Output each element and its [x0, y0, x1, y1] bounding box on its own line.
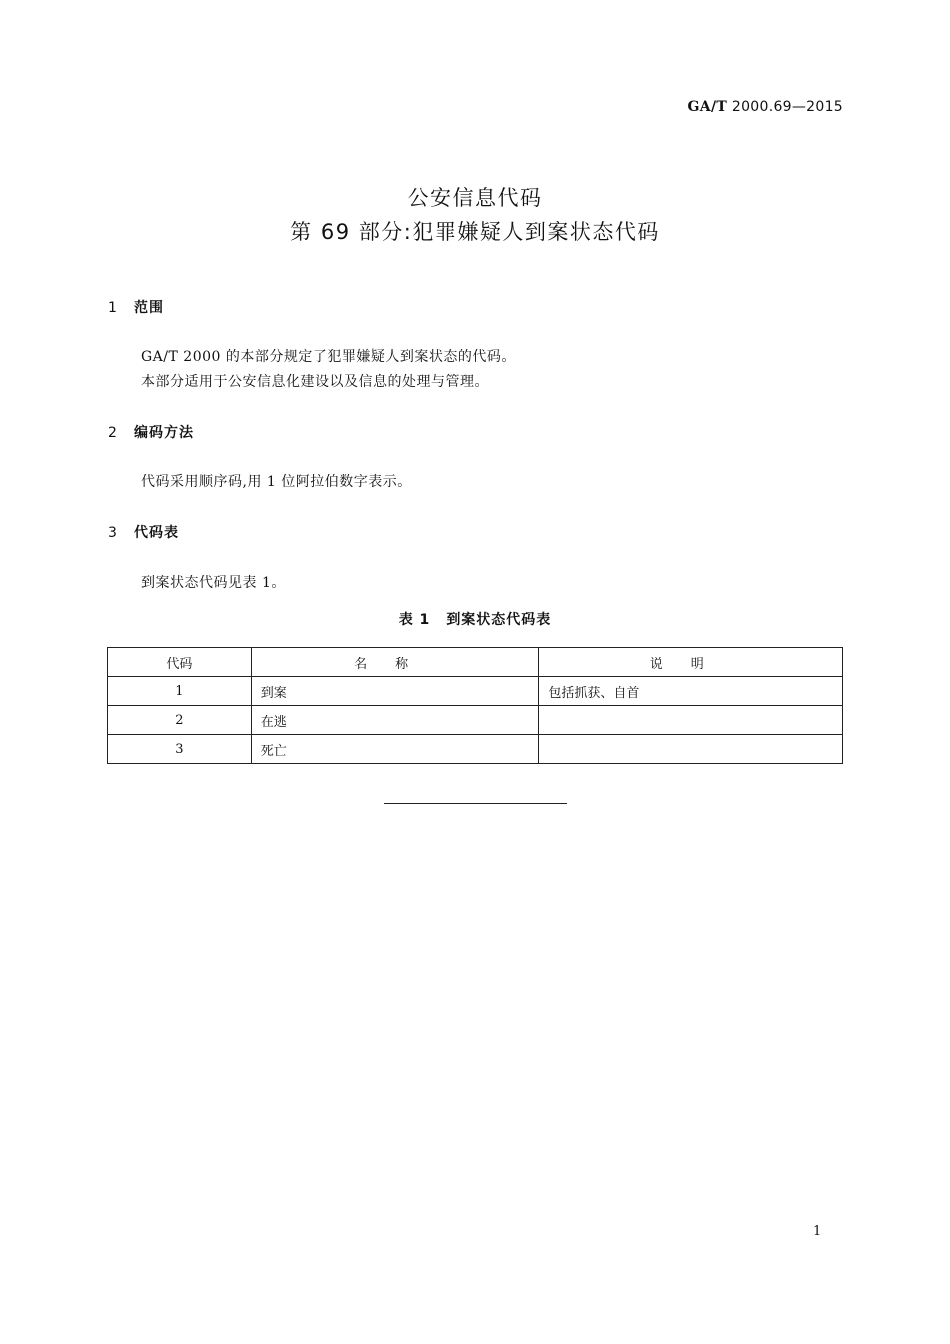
table-row	[108, 735, 843, 764]
section-title: 代码表	[134, 525, 179, 541]
code-table	[107, 647, 843, 764]
table-caption-number: 表 1	[398, 612, 431, 628]
coding-method-paragraph: 代码采用顺序码,用 1 位阿拉伯数字表示。	[141, 474, 412, 490]
section-heading-code-table	[108, 522, 179, 542]
end-rule	[384, 803, 567, 804]
code-table-paragraph: 到案状态代码见表 1。	[141, 575, 286, 591]
section-number: 1	[108, 300, 118, 316]
standard-number: 2000.69—2015	[731, 99, 843, 115]
cell-description: 包括抓获、自首	[539, 677, 843, 706]
header-code: 代码	[108, 648, 252, 677]
header-description: 说明	[539, 648, 843, 677]
cell-code: 2	[108, 706, 252, 735]
section-heading-scope	[108, 297, 164, 317]
cell-name: 死亡	[251, 735, 539, 764]
section-title: 编码方法	[134, 425, 194, 441]
section-number: 2	[108, 425, 118, 441]
cell-name: 到案	[251, 677, 539, 706]
cell-description	[539, 735, 843, 764]
cell-code: 1	[108, 677, 252, 706]
section-title: 范围	[134, 300, 164, 316]
table-row	[108, 677, 843, 706]
scope-paragraph-1: GA/T 2000 的本部分规定了犯罪嫌疑人到案状态的代码。	[141, 349, 516, 365]
document-title: 公安信息代码	[407, 186, 543, 210]
section-heading-coding-method	[108, 422, 194, 442]
cell-description	[539, 706, 843, 735]
table-row	[108, 706, 843, 735]
header-name: 名称	[251, 648, 539, 677]
scope-paragraph-2: 本部分适用于公安信息化建设以及信息的处理与管理。	[141, 374, 489, 390]
table-caption	[0, 609, 950, 629]
standard-code	[688, 99, 843, 115]
cell-name: 在逃	[251, 706, 539, 735]
standard-prefix: GA/T	[687, 99, 728, 115]
document-subtitle: 第 69 部分:犯罪嫌疑人到案状态代码	[290, 220, 660, 244]
cell-code: 3	[108, 735, 252, 764]
table-header-row	[108, 648, 843, 677]
table-caption-title: 到案状态代码表	[446, 612, 552, 628]
page-number: 1	[813, 1224, 822, 1239]
section-number: 3	[108, 525, 118, 541]
